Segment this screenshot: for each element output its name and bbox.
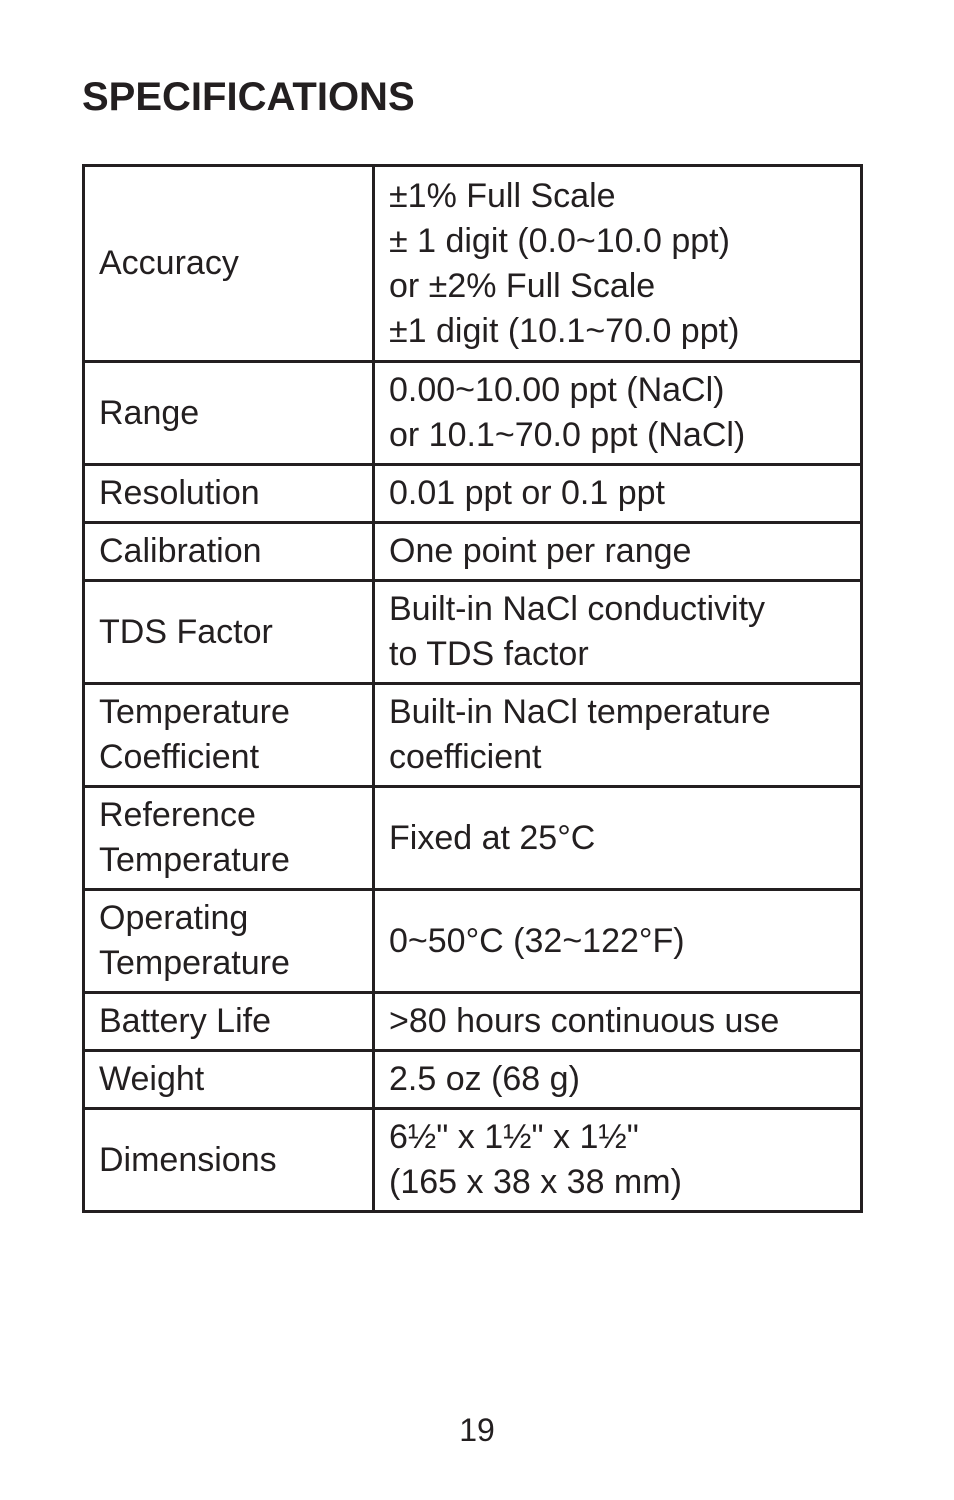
page-number: 19 [459,1412,495,1448]
spec-value-range: 0.00~10.00 ppt (NaCl) or 10.1~70.0 ppt (NaCl) [374,362,862,465]
spec-value-operating-temperature: 0~50°C (32~122°F) [374,890,862,993]
table-row [84,523,862,581]
spec-value-battery-life: >80 hours continuous use [374,993,862,1051]
spec-value-weight: 2.5 oz (68 g) [374,1051,862,1109]
page-title: SPECIFICATIONS [82,75,415,119]
table-row [84,362,862,465]
table-row [84,1051,862,1109]
table-row [84,581,862,684]
spec-label-tds-factor: TDS Factor [84,581,374,684]
spec-label-dimensions: Dimensions [84,1109,374,1212]
table-row [84,684,862,787]
spec-value-temperature-coefficient: Built-in NaCl temperature coefficient [374,684,862,787]
spec-label-resolution: Resolution [84,465,374,523]
spec-value-calibration: One point per range [374,523,862,581]
spec-label-calibration: Calibration [84,523,374,581]
spec-value-accuracy: ±1% Full Scale ± 1 digit (0.0~10.0 ppt) or ±2% Full Scale ±1 digit (10.1~70.0 ppt) [374,166,862,362]
table-row [84,993,862,1051]
table-row [84,1109,862,1212]
table-row [84,166,862,362]
table-row [84,465,862,523]
spec-value-resolution: 0.01 ppt or 0.1 ppt [374,465,862,523]
spec-label-accuracy: Accuracy [84,166,374,362]
spec-label-temperature-coefficient: Temperature Coefficient [84,684,374,787]
spec-label-battery-life: Battery Life [84,993,374,1051]
spec-value-tds-factor: Built-in NaCl conductivity to TDS factor [374,581,862,684]
spec-label-reference-temperature: Reference Temperature [84,787,374,890]
table-row [84,890,862,993]
spec-value-reference-temperature: Fixed at 25°C [374,787,862,890]
spec-label-weight: Weight [84,1051,374,1109]
table-row [84,787,862,890]
spec-label-operating-temperature: Operating Temperature [84,890,374,993]
spec-label-range: Range [84,362,374,465]
specifications-table [82,164,863,1213]
spec-value-dimensions: 6½" x 1½" x 1½" (165 x 38 x 38 mm) [374,1109,862,1212]
